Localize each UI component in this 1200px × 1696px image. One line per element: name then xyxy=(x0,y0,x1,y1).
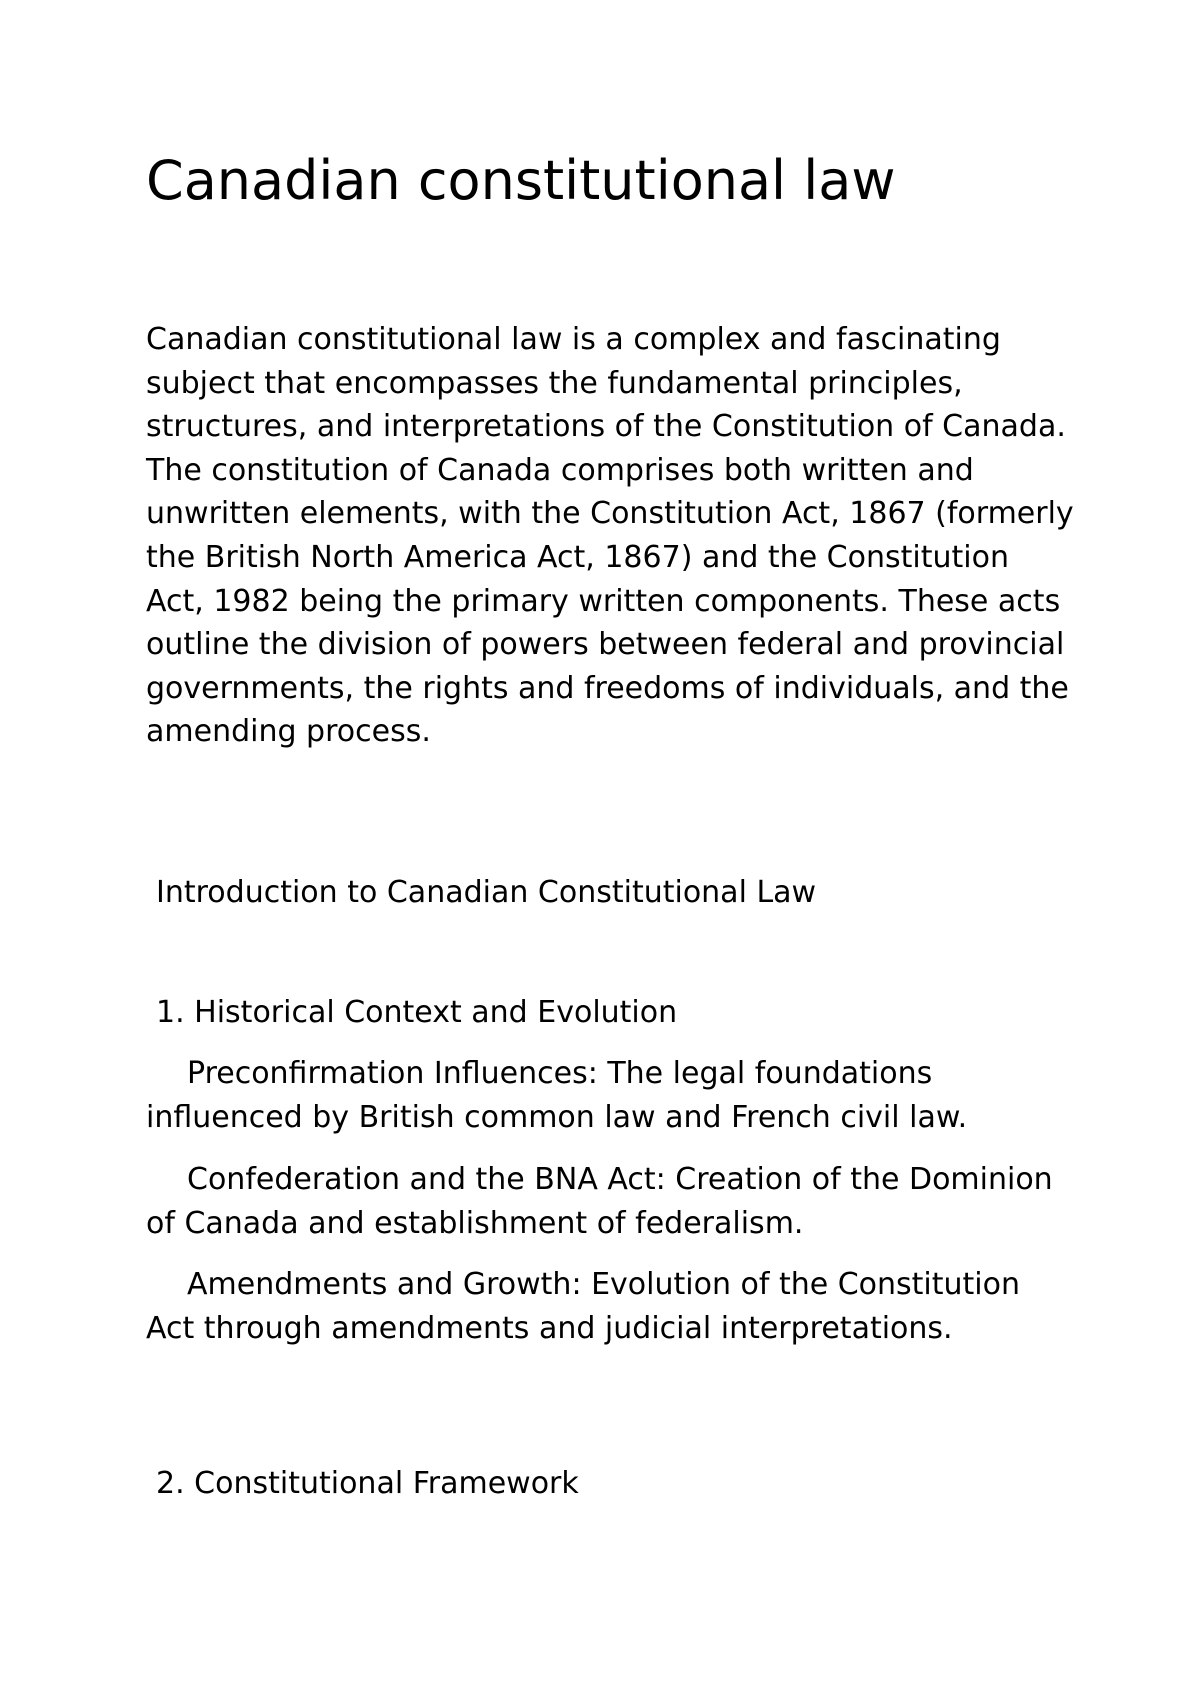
document-title: Canadian constitutional law xyxy=(146,149,896,212)
paragraph-amendments-growth: Amendments and Growth: Evolution of the Constitution Act through amendments and judicial interpretations. xyxy=(146,1267,1021,1346)
section-heading-constitutional-framework: 2. Constitutional Framework xyxy=(156,1466,579,1501)
intro-paragraph: Canadian constitutional law is a complex and fascinating subject that encompasses the fundamental principles, structures, and interpretations of the Constitution of Canada. The constitution of Canada comprises both written and unwritten elements, with the Constitution Act, 1867 (formerly the British North America Act, 1867) and the Constitution Act, 1982 being the primary written components. These acts outline the division of powers between federal and provincial governments, the rights and freedoms of individuals, and the amending process. xyxy=(146,322,1074,750)
paragraph-preconfirmation-influences: Preconfirmation Influences: The legal foundations influenced by British common law and French civil law. xyxy=(146,1056,968,1135)
section-heading-historical-context: 1. Historical Context and Evolution xyxy=(156,995,678,1030)
paragraph-confederation-bna-act: Confederation and the BNA Act: Creation of the Dominion of Canada and establishment of federalism. xyxy=(146,1162,1053,1241)
introduction-heading: Introduction to Canadian Constitutional Law xyxy=(156,875,817,910)
